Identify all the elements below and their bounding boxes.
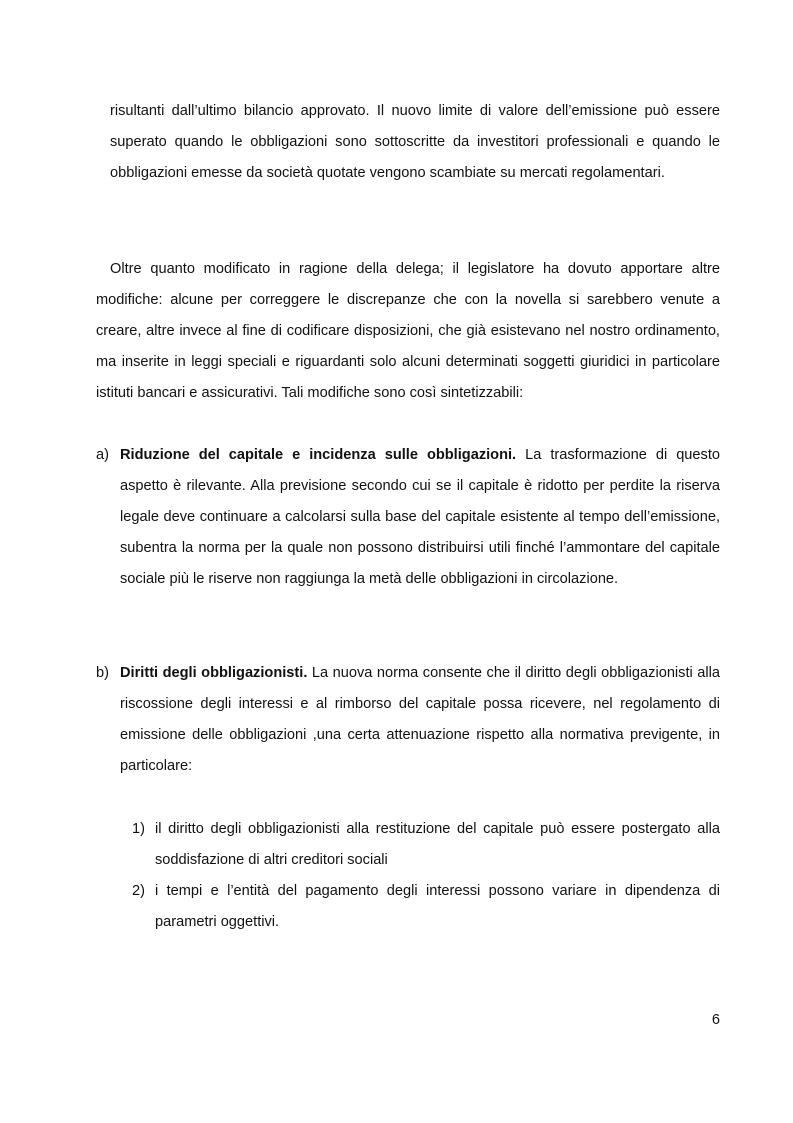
sublist-item-1 xyxy=(132,814,720,876)
list-item-a-heading: Riduzione del capitale e incidenza sulle obbligazioni. xyxy=(120,447,517,463)
list-item-b-text: La nuova norma consente che il diritto degli obbligazionisti alla riscossione degli interessi e al rimborso del capitale possa ricevere, nel regolamento di emissione delle obbligazioni ,una certa attenuazione rispetto alla normativa previgente, in particolare: xyxy=(120,665,720,774)
page-number: 6 xyxy=(711,1012,720,1028)
list-item-b xyxy=(96,658,720,782)
list-marker-b: b) xyxy=(96,665,109,681)
list-item-a-text: La trasformazione di questo aspetto è rilevante. Alla previsione secondo cui se il capitale è ridotto per perdite la riserva legale deve continuare a calcolarsi sulla base del capitale esistente al tempo dell’emissione, subentra la norma per la quale non possono distribuirsi utili finché l’ammontare del capitale sociale più le riserve non raggiunga la metà delle obbligazioni in circolazione. xyxy=(120,447,721,587)
list-item-a xyxy=(96,440,720,595)
sublist-marker-1: 1) xyxy=(132,821,145,837)
list-marker-a: a) xyxy=(96,447,109,463)
sublist-item-2-text: i tempi e l’entità del pagamento degli interessi possono variare in dipendenza di parametri oggettivi. xyxy=(155,883,720,930)
list-item-b-body xyxy=(120,658,720,782)
paragraph-modifications-intro: Oltre quanto modificato in ragione della delega; il legislatore ha dovuto apportare altre modifiche: alcune per correggere le discrepanze che con la novella si sarebbero venute a creare, altre invece al fine di codificare disposizioni, che già esistevano nel nostro ordinamento, ma inserite in leggi speciali e riguardanti solo alcuni determinati soggetti giuridici in particolare istituti bancari e assicurativi. Tali modifiche sono così sintetizzabili: xyxy=(96,261,720,401)
sublist-marker-2: 2) xyxy=(132,883,145,899)
paragraph-continuation: risultanti dall’ultimo bilancio approvato. Il nuovo limite di valore dell’emissione può essere superato quando le obbligazioni sono sottoscritte da investitori professionali e quando le obbligazioni emesse da società quotate vengono scambiate su mercati regolamentari. xyxy=(110,103,720,181)
sublist-item-2 xyxy=(132,876,720,938)
list-item-b-heading: Diritti degli obbligazionisti. xyxy=(120,665,308,681)
list-item-a-body xyxy=(120,440,720,595)
sublist-item-1-text: il diritto degli obbligazionisti alla restituzione del capitale può essere postergato alla soddisfazione di altri creditori sociali xyxy=(155,821,720,868)
